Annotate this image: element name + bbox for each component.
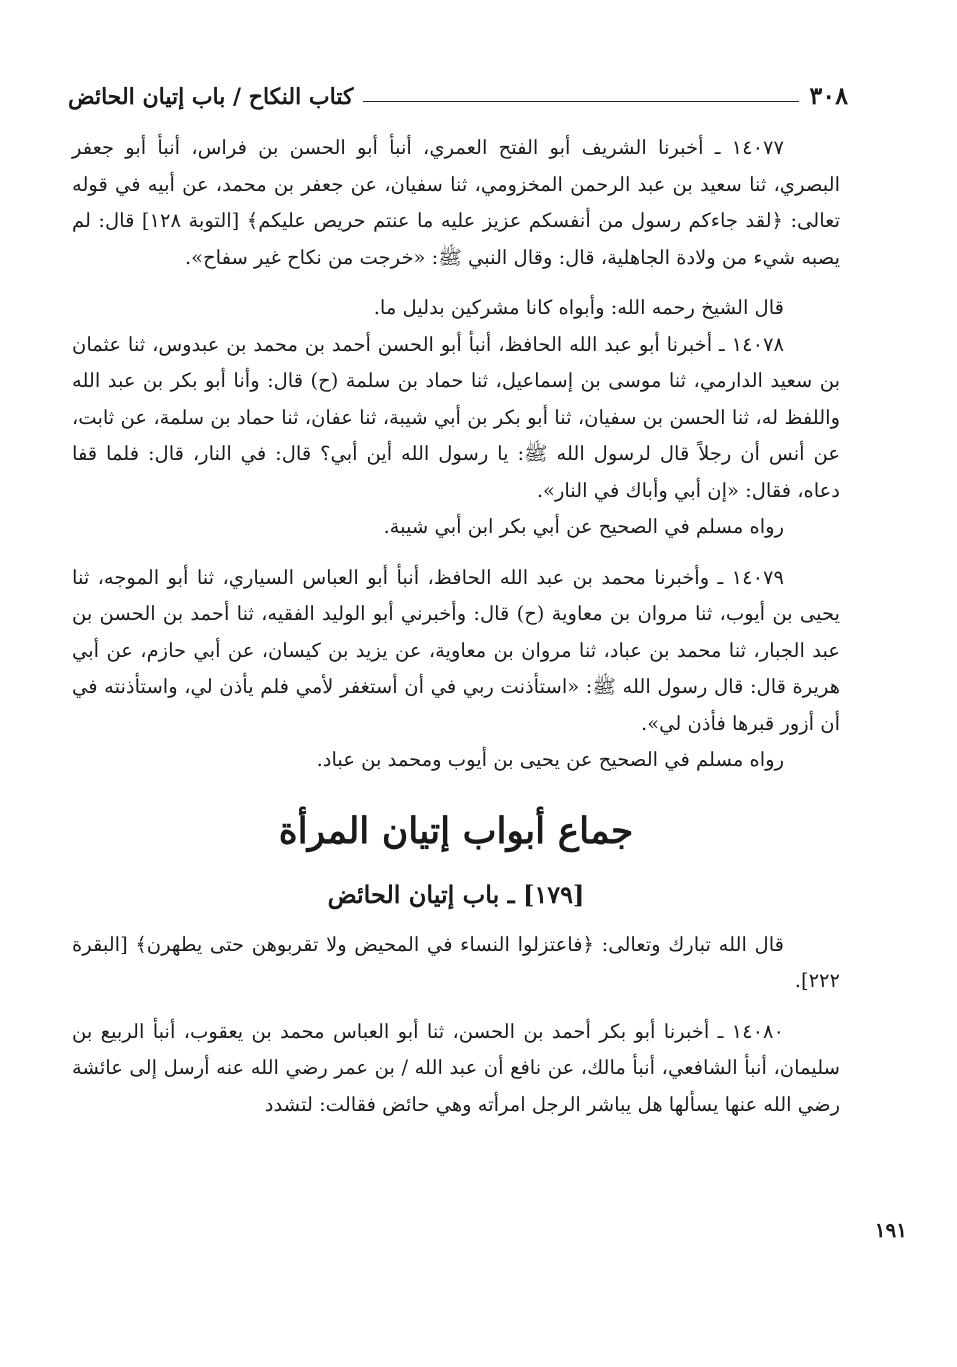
hadith-14079-attribution: رواه مسلم في الصحيح عن يحيى بن أيوب ومحمد بن عباد. <box>316 748 784 771</box>
quran-verse-paragraph: قال الله تبارك وتعالى: ﴿فاعتزلوا النساء في المحيض ولا تقربوهن حتى يطهرن﴾ [البقرة ٢٢٢]. <box>72 932 840 992</box>
page-header <box>68 70 848 110</box>
hadith-14078-attribution: رواه مسلم في الصحيح عن أبي بكر ابن أبي شيبة. <box>383 515 784 538</box>
sheikh-comment: قال الشيخ رحمه الله: وأبواه كانا مشركين بدليل ما. <box>373 296 784 319</box>
hadith-14077: ١٤٠٧٧ ـ أخبرنا الشريف أبو الفتح العمري، أنبأ أبو الحسن بن فراس، أنبأ أبو جعفر البصري، ثنا سعيد بن عبد الرحمن المخزومي، ثنا سفيان، عن جعفر بن محمد، عن أبيه في قوله تعالى: ﴿لقد جاءكم رسول من أنفسكم عزيز عليه ما عنتم حريص عليكم﴾ [التوبة ١٢٨] قال: لم يصبه شيء من ولادة الجاهلية، قال: وقال النبي ﷺ: «خرجت من نكاح غير سفاح». <box>72 136 840 269</box>
margin-manuscript-folio: ١٩١ <box>874 1218 907 1242</box>
bab-title: [١٧٩] ـ باب إتيان الحائض <box>327 879 585 909</box>
header-rule <box>363 101 799 102</box>
page-body <box>72 130 840 1123</box>
chapter-title: جماع أبواب إتيان المرأة <box>278 809 634 852</box>
running-title: كتاب النكاح / باب إتيان الحائض <box>68 84 354 110</box>
page-number: ٣٠٨ <box>809 81 848 110</box>
hadith-14079: ١٤٠٧٩ ـ وأخبرنا محمد بن عبد الله الحافظ، أنبأ أبو العباس السياري، ثنا أبو الموجه، ثنا يحيى بن أيوب، ثنا مروان بن معاوية (ح) قال: وأخبرني أبو الوليد الفقيه، ثنا أحمد بن الحسن بن عبد الجبار، ثنا محمد بن عباد، ثنا مروان بن معاوية، عن يزيد بن كيسان، عن أبي حازم، عن أبي هريرة قال: قال رسول الله ﷺ: «استأذنت ربي في أن أستغفر لأمي فلم يأذن لي، واستأذنته في أن أزور قبرها فأذن لي». <box>72 565 840 735</box>
hadith-14080: ١٤٠٨٠ ـ أخبرنا أبو بكر أحمد بن الحسن، ثنا أبو العباس محمد بن يعقوب، أنبأ الربيع بن سليمان، أنبأ الشافعي، أنبأ مالك، عن نافع أن عبد الله / بن عمر رضي الله عنه أرسل إلى عائشة رضي الله عنها يسألها هل يباشر الرجل امرأته وهي حائض فقالت: لتشدد <box>72 1019 840 1116</box>
hadith-14078: ١٤٠٧٨ ـ أخبرنا أبو عبد الله الحافظ، أنبأ أبو الحسن أحمد بن محمد بن عبدوس، ثنا عثمان بن سعيد الدارمي، ثنا موسى بن إسماعيل، ثنا حماد بن سلمة (ح) قال: وأنا أبو بكر بن عبد الله واللفظ له، ثنا الحسن بن سفيان، ثنا أبو بكر بن أبي شيبة، ثنا عفان، ثنا حماد بن سلمة، عن ثابت، عن أنس أن رجلاً قال لرسول الله ﷺ: يا رسول الله أين أبي؟ قال: في النار، قال: فلما قفا دعاه، فقال: «إن أبي وأباك في النار». <box>72 332 840 502</box>
